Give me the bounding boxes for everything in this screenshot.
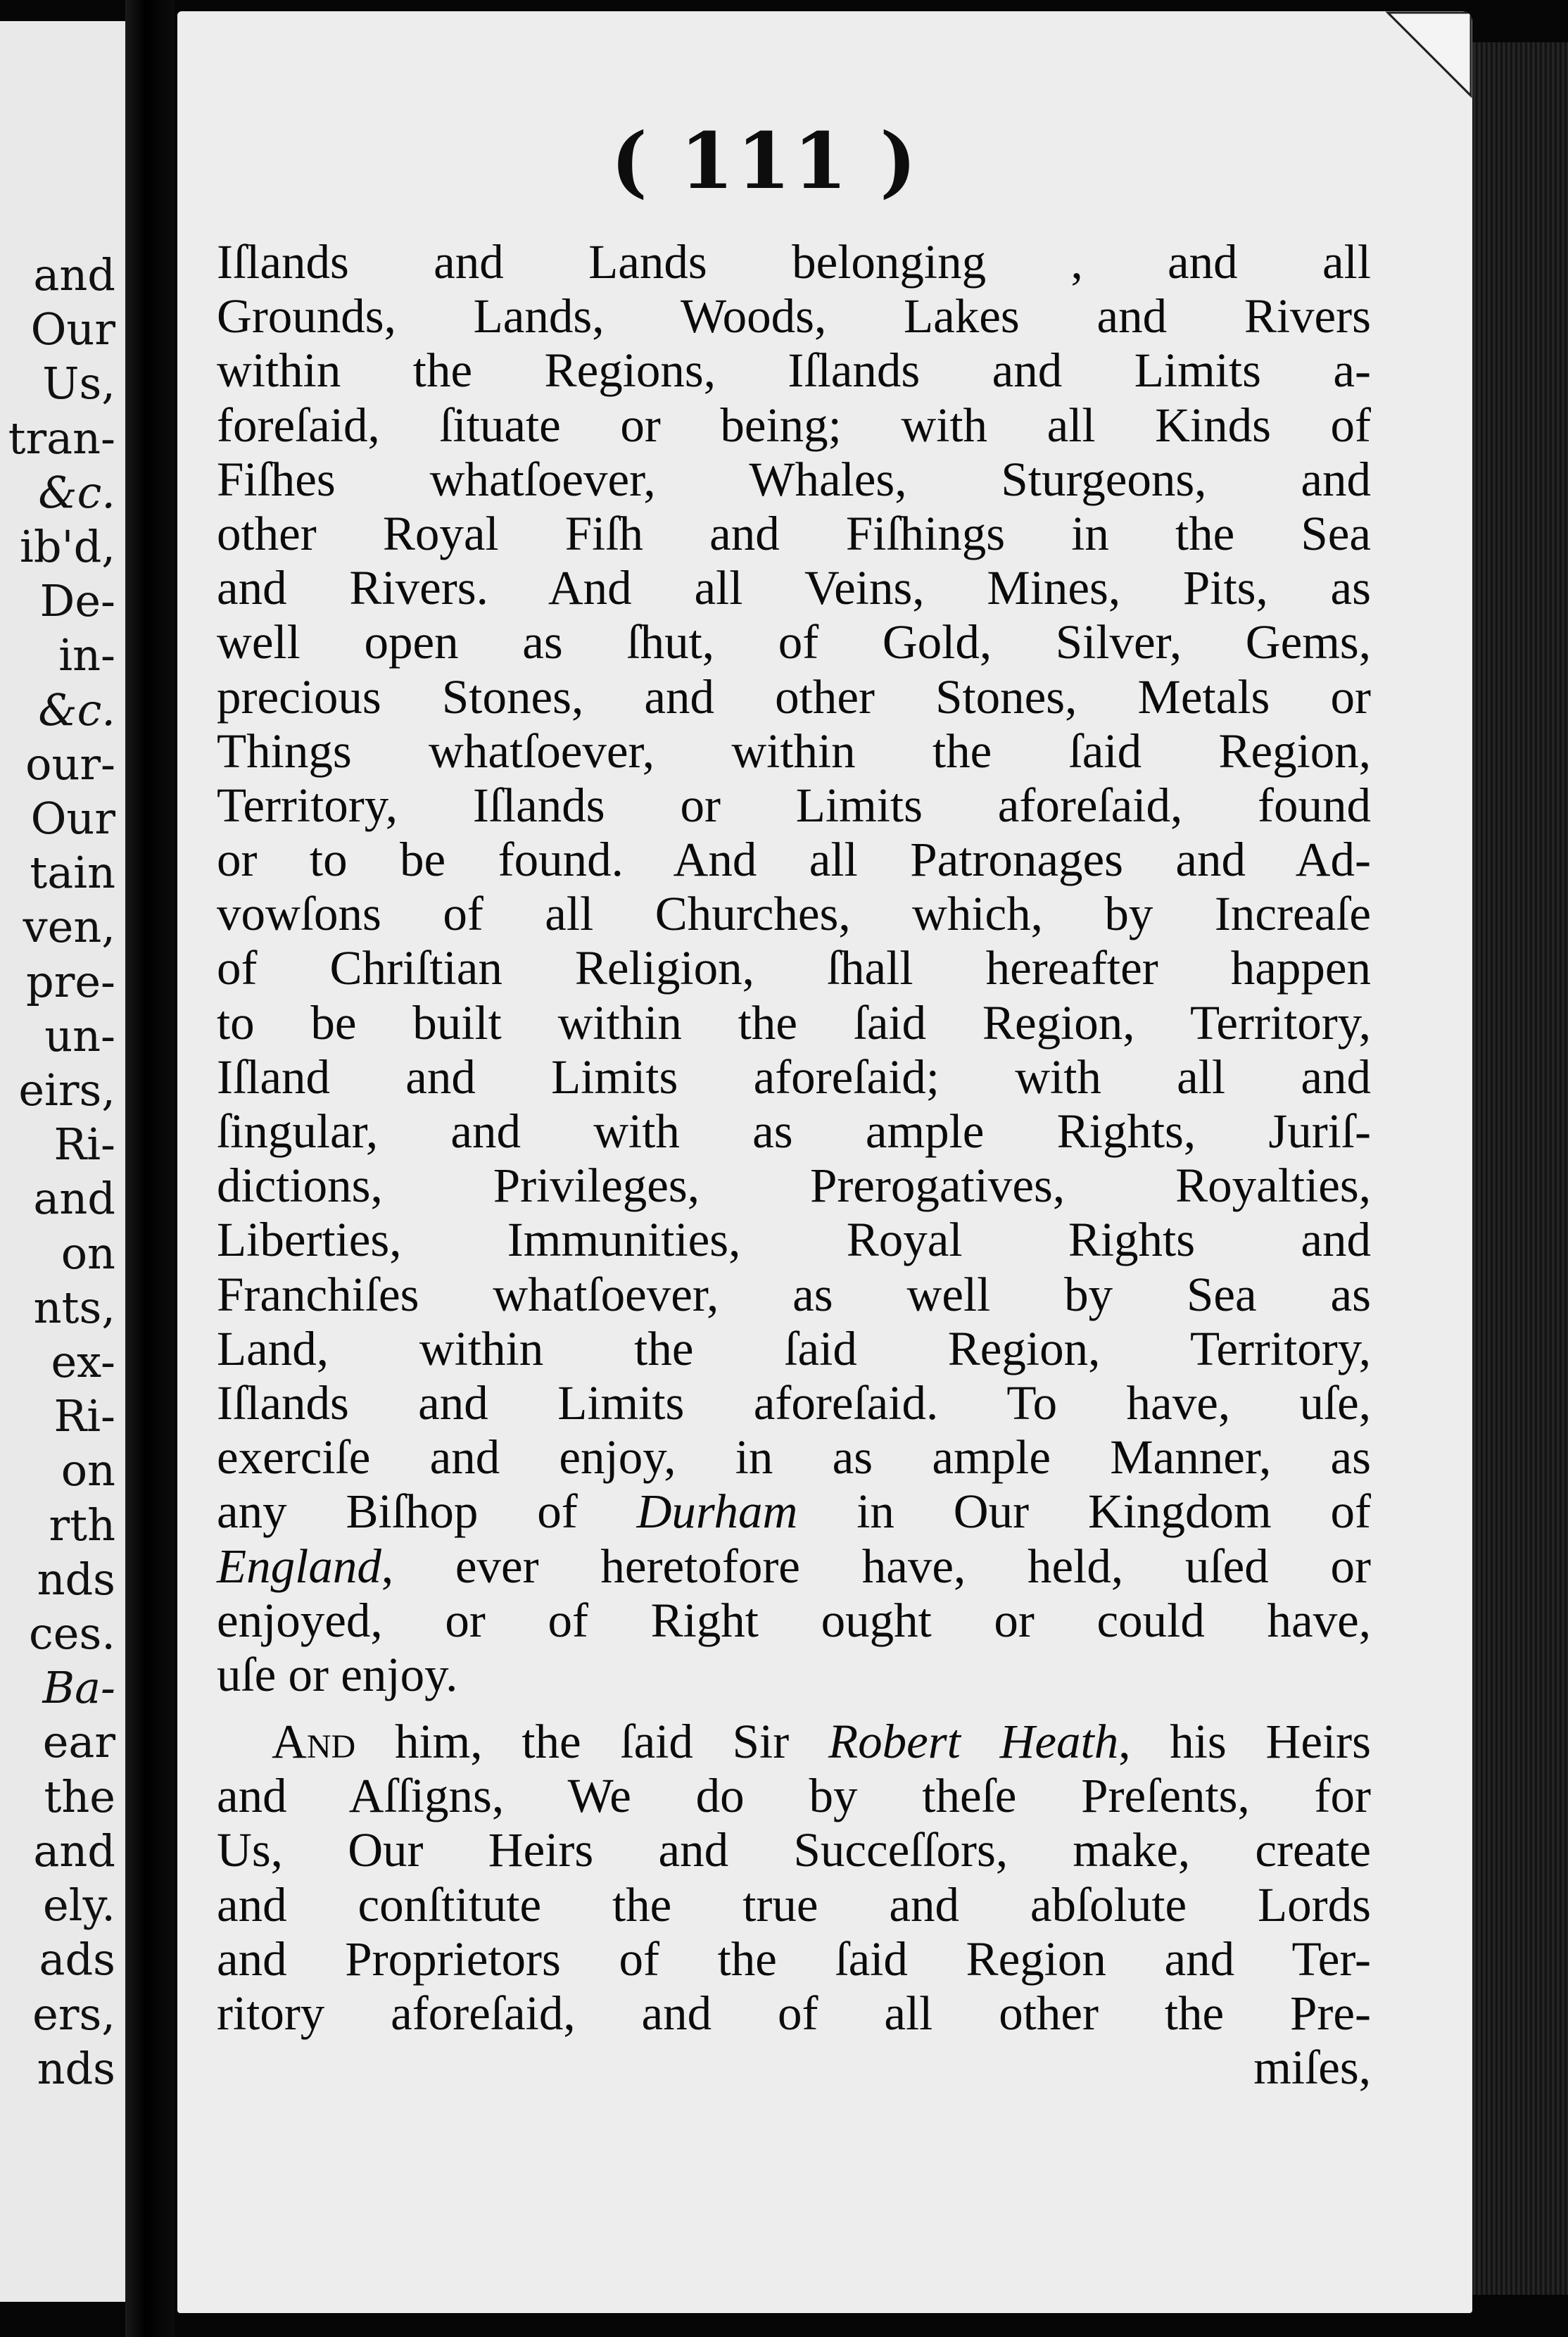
text-line: or to be found. And all Patronages and Ad- <box>217 833 1371 887</box>
text-line: Land, within the ſaid Region, Territory, <box>217 1321 1371 1375</box>
left-fragment: Our <box>30 793 115 845</box>
left-fragment: Us, <box>42 358 115 410</box>
left-fragment: in- <box>58 629 115 681</box>
page-stack-edge <box>1472 42 1568 2295</box>
paragraph-gap <box>217 1702 1371 1715</box>
left-fragment: nts, <box>33 1281 115 1333</box>
text-run: , his Heirs <box>1118 1715 1372 1769</box>
left-fragment: ven, <box>23 901 115 953</box>
left-fragment: pre- <box>26 955 115 1007</box>
text-line: precious Stones, and other Stones, Metals or <box>217 669 1371 724</box>
left-fragment: tran- <box>8 412 115 464</box>
left-fragment: ers, <box>32 1988 115 2040</box>
left-fragment: &c. <box>38 466 115 518</box>
text-line: Fiſhes whatſoever, Whales, Sturgeons, and <box>217 452 1371 506</box>
left-facing-page-edge <box>0 21 125 2302</box>
text-line: Franchiſes whatſoever, as well by Sea as <box>217 1267 1371 1321</box>
small-caps-opening: And <box>272 1715 356 1769</box>
text-line: exerciſe and enjoy, in as ample Manner, as <box>217 1430 1371 1485</box>
left-fragment: and <box>33 1173 115 1225</box>
book-gutter-shadow <box>125 0 175 2337</box>
left-fragment: nds <box>37 2042 115 2094</box>
text-run: him, the ſaid Sir <box>355 1715 828 1769</box>
left-fragment: ex- <box>51 1336 115 1388</box>
page-number: ( 111 ) <box>610 115 920 206</box>
catchword: miſes, <box>1253 2041 1371 2095</box>
left-fragment: Ri- <box>53 1119 115 1171</box>
text-line: Things whatſoever, within the ſaid Region, <box>217 724 1371 778</box>
left-fragment: nds <box>37 1553 115 1605</box>
text-line: Us, Our Heirs and Succeſſors, make, create <box>217 1823 1371 1877</box>
left-fragment: Ri- <box>53 1390 115 1442</box>
text-line: and Proprietors of the ſaid Region and Ter- <box>217 1932 1371 1986</box>
left-fragment: eirs, <box>18 1064 115 1116</box>
left-fragment: on <box>61 1444 115 1497</box>
left-fragment: on <box>61 1227 115 1279</box>
left-fragment: rth <box>49 1499 115 1551</box>
text-line: enjoyed, or of Right ought or could have, <box>217 1593 1371 1647</box>
left-fragment: and <box>33 1825 115 1877</box>
text-line: ritory aforeſaid, and of all other the Pre- <box>217 1986 1371 2040</box>
text-line: and conſtitute the true and abſolute Lords <box>217 1877 1371 1932</box>
text-line <box>217 1539 1371 1594</box>
left-fragment: un- <box>44 1009 115 1062</box>
main-page <box>177 11 1472 2313</box>
left-fragment: the <box>44 1770 115 1822</box>
italic-place-name: Durham <box>636 1485 798 1539</box>
text-line: dictions, Privileges, Prerogatives, Royalties, <box>217 1159 1371 1213</box>
left-fragment: ces. <box>29 1608 115 1660</box>
text-line: Liberties, Immunities, Royal Rights and <box>217 1213 1371 1267</box>
italic-place-name: England <box>217 1539 381 1593</box>
text-line: uſe or enjoy. <box>217 1647 458 1701</box>
text-line: to be built within the ſaid Region, Territory, <box>217 995 1371 1050</box>
left-fragment: ely. <box>42 1879 115 1932</box>
folded-corner-icon <box>1374 11 1472 103</box>
left-fragment: our- <box>25 738 115 790</box>
left-fragment: ads <box>39 1934 115 1986</box>
text-run: , ever heretofore have, held, uſed or <box>381 1539 1371 1593</box>
text-line: Iſlands and Limits aforeſaid. To have, uſe, <box>217 1375 1371 1430</box>
text-line: foreſaid, ſituate or being; with all Kinds of <box>217 398 1371 452</box>
text-run: any Biſhop of <box>217 1485 637 1539</box>
left-fragment: ib'd, <box>20 521 115 573</box>
text-line: and Aſſigns, We do by theſe Preſents, for <box>217 1769 1371 1823</box>
left-fragment: ear <box>42 1716 115 1768</box>
text-run: in Our Kingdom of <box>797 1485 1371 1539</box>
body-text <box>217 235 1371 2095</box>
left-fragment: &c. <box>38 684 115 736</box>
text-line: within the Regions, Iſlands and Limits a- <box>217 344 1371 398</box>
italic-person-name: Robert Heath <box>828 1715 1119 1769</box>
left-fragment: De- <box>39 575 115 627</box>
text-line: well open as ſhut, of Gold, Silver, Gems, <box>217 615 1371 669</box>
text-line: Iſlands and Lands belonging , and all <box>217 235 1371 289</box>
text-line: Territory, Iſlands or Limits aforeſaid, found <box>217 778 1371 832</box>
left-fragment: Our <box>30 303 115 355</box>
text-line: and Rivers. And all Veins, Mines, Pits, as <box>217 561 1371 615</box>
text-line: ſingular, and with as ample Rights, Juriſ- <box>217 1104 1371 1158</box>
text-line: other Royal Fiſh and Fiſhings in the Sea <box>217 506 1371 560</box>
text-line: Iſland and Limits aforeſaid; with all and <box>217 1050 1371 1104</box>
left-margin-fragments <box>8 248 115 2096</box>
left-fragment: and <box>33 249 115 301</box>
text-line <box>217 1715 1371 1769</box>
text-line: Grounds, Lands, Woods, Lakes and Rivers <box>217 289 1371 344</box>
left-fragment: tain <box>30 847 115 899</box>
text-line: vowſons of all Churches, which, by Increaſe <box>217 887 1371 941</box>
text-line: of Chriſtian Religion, ſhall hereafter happen <box>217 941 1371 995</box>
left-fragment: Ba- <box>42 1662 115 1714</box>
text-line <box>217 1485 1371 1539</box>
